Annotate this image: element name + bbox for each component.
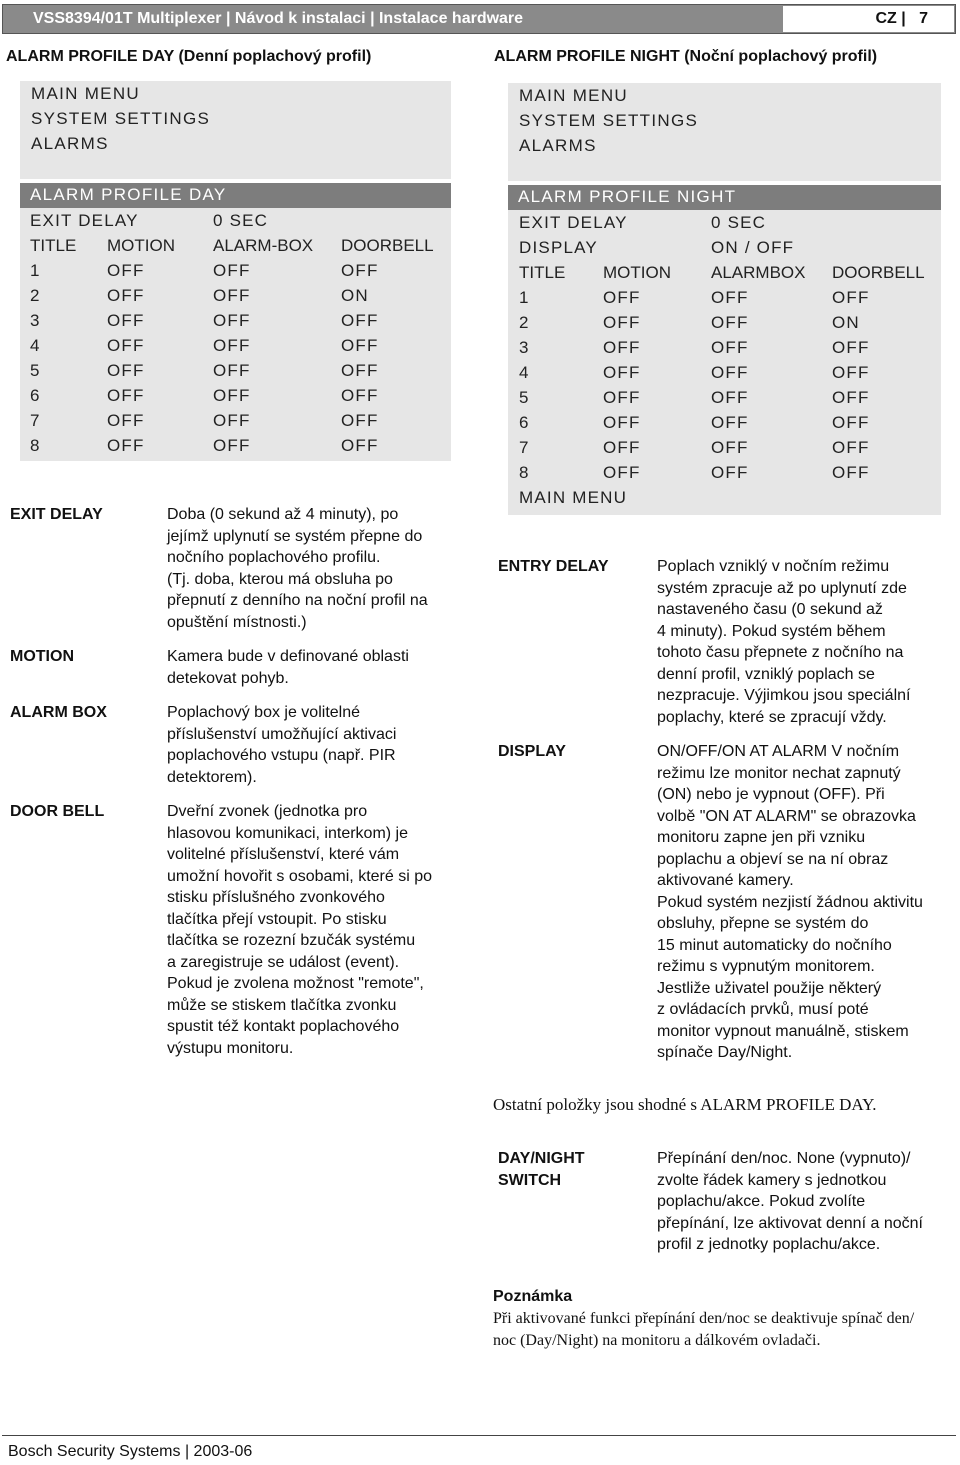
table-title-bar	[508, 185, 941, 210]
table-cell: OFF	[107, 311, 145, 330]
table-cell: OFF	[832, 288, 870, 307]
table-title-bar	[20, 183, 451, 208]
table-cell: OFF	[213, 261, 251, 280]
footer-text: Bosch Security Systems | 2003-06	[8, 1443, 253, 1460]
table-cell: OFF	[107, 286, 145, 305]
table-cell: OFF	[711, 313, 749, 332]
table-cell: OFF	[832, 338, 870, 357]
table-cell: 4	[519, 363, 530, 382]
definition-text: ON/OFF/ON AT ALARM V nočním režimu lze monitor nechat zapnutý (ON) nebo je vypnout (OFF). Při volbě "ON AT ALARM" se obrazovka monitoru zapne jen při vzniku poplachu a objeví se na ní obraz aktivované kamery. Pokud systém nezjistí žádnou aktivitu obsluhy, přepne se systém do 15 minut automaticky do nočního režimu s vypnutým monitorem. Jestliže uživatel použije některý z ovládacích prvků, musí poté monitor vypnout manuálně, stiskem spínače Day/Night.	[657, 743, 923, 1061]
table-cell: OFF	[832, 463, 870, 482]
table-cell: OFF	[341, 436, 379, 455]
definition-text: Dveřní zvonek (jednotka pro hlasovou komunikaci, interkom) je volitelné příslušenství, které vám umožní hovořit s osobami, které si po stisku příslušného zvonkového tlačítka přejí vstoupit. Po stisku tlačítka se rozezní bzučák systému a zaregistruje se událost (event). Pokud je zvolena možnost "remote", může se stiskem tlačítka zvonku spustit též kontakt poplachového výstupu monitoru.	[167, 803, 433, 1057]
page-number: CZ | 7	[875, 10, 928, 27]
table-cell: OFF	[603, 413, 641, 432]
table-cell: OFF	[711, 388, 749, 407]
table-cell: 3	[30, 311, 41, 330]
table-cell: 8	[519, 463, 530, 482]
table-cell: OFF	[832, 413, 870, 432]
menu-path-line: MAIN MENU	[31, 84, 140, 103]
table-cell: OFF	[832, 363, 870, 382]
exit-delay-label: EXIT DELAY	[30, 211, 139, 230]
night-profile-heading: ALARM PROFILE NIGHT (Noční poplachový profil)	[494, 48, 878, 65]
exit-delay-value: 0 SEC	[213, 211, 269, 230]
column-header: TITLE	[519, 263, 566, 282]
table-cell: OFF	[213, 286, 251, 305]
column-header: ALARMBOX	[711, 263, 806, 282]
definition-term: ALARM BOX	[10, 704, 107, 721]
day-profile-heading: ALARM PROFILE DAY (Denní poplachový profil)	[6, 48, 372, 65]
table-cell: OFF	[711, 463, 749, 482]
table-cell: OFF	[603, 338, 641, 357]
table-cell: OFF	[341, 361, 379, 380]
table-cell: OFF	[107, 361, 145, 380]
table-cell: OFF	[341, 411, 379, 430]
table-cell: OFF	[213, 311, 251, 330]
column-header: MOTION	[603, 263, 671, 282]
table-cell: 8	[30, 436, 41, 455]
table-cell: 2	[30, 286, 41, 305]
table-cell: 7	[30, 411, 41, 430]
definition-term: EXIT DELAY	[10, 506, 103, 523]
table-cell: 2	[519, 313, 530, 332]
note-text: Při aktivované funkci přepínání den/noc se deaktivuje spínač den/ noc (Day/Night) na monitoru a dálkovém ovladači.	[493, 1310, 915, 1349]
definition-text: Doba (0 sekund až 4 minuty), po jejímž uplynutí se systém přepne do nočního poplachového profilu. (Tj. doba, kterou má obsluha po přepnutí z denního na noční profil na opuštění místnosti.)	[167, 506, 428, 631]
table-cell: OFF	[107, 386, 145, 405]
exit-delay-label: EXIT DELAY	[519, 213, 628, 232]
column-header: DOORBELL	[832, 263, 925, 282]
menu-path-line: ALARMS	[31, 134, 109, 153]
table-cell: OFF	[711, 288, 749, 307]
day-menu-path	[20, 81, 451, 179]
column-header: DOORBELL	[341, 236, 434, 255]
definition-term: MOTION	[10, 648, 74, 665]
table-cell: OFF	[832, 438, 870, 457]
table-cell: OFF	[213, 386, 251, 405]
table-title: ALARM PROFILE NIGHT	[518, 187, 737, 206]
table-cell: OFF	[603, 388, 641, 407]
table-cell: 5	[519, 388, 530, 407]
table-cell: 5	[30, 361, 41, 380]
table-cell: 3	[519, 338, 530, 357]
table-cell: OFF	[341, 261, 379, 280]
table-cell: ON	[341, 286, 369, 305]
menu-path-line: SYSTEM SETTINGS	[519, 111, 699, 130]
table-cell: OFF	[213, 336, 251, 355]
definition-term: DISPLAY	[498, 743, 566, 760]
header-page-box	[783, 6, 954, 32]
column-header: ALARM-BOX	[213, 236, 314, 255]
table-cell: OFF	[341, 386, 379, 405]
table-cell: OFF	[832, 388, 870, 407]
definition-term: ENTRY DELAY	[498, 558, 609, 575]
table-cell: OFF	[711, 363, 749, 382]
note-title: Poznámka	[493, 1288, 573, 1305]
menu-path-line: ALARMS	[519, 136, 597, 155]
table-cell: OFF	[711, 413, 749, 432]
table-cell: OFF	[603, 288, 641, 307]
table-cell: OFF	[341, 336, 379, 355]
page-header-bar	[2, 4, 956, 34]
definition-term: DAY/NIGHT SWITCH	[498, 1150, 585, 1189]
table-cell: 6	[30, 386, 41, 405]
table-cell: OFF	[107, 436, 145, 455]
table-cell: 6	[519, 413, 530, 432]
table-cell: 4	[30, 336, 41, 355]
column-header: MOTION	[107, 236, 175, 255]
table-cell: OFF	[603, 313, 641, 332]
table-cell: 1	[30, 261, 41, 280]
table-cell: 7	[519, 438, 530, 457]
definition-term: DOOR BELL	[10, 803, 105, 820]
table-cell: ON	[832, 313, 860, 332]
other-items-note: Ostatní položky jsou shodné s ALARM PROFILE DAY.	[493, 1095, 877, 1114]
table-cell: OFF	[213, 436, 251, 455]
table-cell: OFF	[603, 438, 641, 457]
definition-text: Kamera bude v definované oblasti detekovat pohyb.	[167, 648, 409, 687]
table-cell: OFF	[213, 361, 251, 380]
table-cell: OFF	[341, 311, 379, 330]
table-title: ALARM PROFILE DAY	[30, 185, 227, 204]
table-cell: OFF	[603, 463, 641, 482]
table-cell: OFF	[213, 411, 251, 430]
exit-delay-value: 0 SEC	[711, 213, 767, 232]
display-label: DISPLAY	[519, 238, 598, 257]
table-cell: OFF	[711, 438, 749, 457]
table-cell: OFF	[107, 261, 145, 280]
column-header: TITLE	[30, 236, 77, 255]
header-title: VSS8394/01T Multiplexer | Návod k instalaci | Instalace hardware	[33, 10, 524, 27]
night-profile-table	[508, 185, 941, 515]
table-cell: OFF	[107, 411, 145, 430]
night-menu-path	[508, 83, 941, 181]
day-profile-table	[20, 183, 451, 461]
table-cell: OFF	[603, 363, 641, 382]
table-cell: 1	[519, 288, 530, 307]
table-cell: OFF	[107, 336, 145, 355]
footer-rule	[2, 1435, 956, 1436]
menu-path-line: MAIN MENU	[519, 86, 628, 105]
menu-path-line: SYSTEM SETTINGS	[31, 109, 211, 128]
table-footer-main-menu: MAIN MENU	[519, 488, 628, 507]
table-cell: OFF	[711, 338, 749, 357]
definition-text: Přepínání den/noc. None (vypnuto)/ zvolte řádek kamery s jednotkou poplachu/akce. Pokud zvolíte přepínání, lze aktivovat denní a noční profil z jednotky poplachu/akce.	[657, 1150, 923, 1253]
definition-text: Poplachový box je volitelné příslušenství umožňující aktivaci poplachového vstupu (např. PIR detektorem).	[167, 704, 397, 786]
display-value: ON / OFF	[711, 238, 795, 257]
definition-text: Poplach vzniklý v nočním režimu systém zpracuje až po uplynutí zde nastaveného času (0 sekund až 4 minuty). Pokud systém během tohoto času přepnete z nočního na denní profil, vzniklý poplach se nezpracuje. Výjimkou jsou speciální poplachy, které se zpracují vždy.	[657, 558, 911, 726]
